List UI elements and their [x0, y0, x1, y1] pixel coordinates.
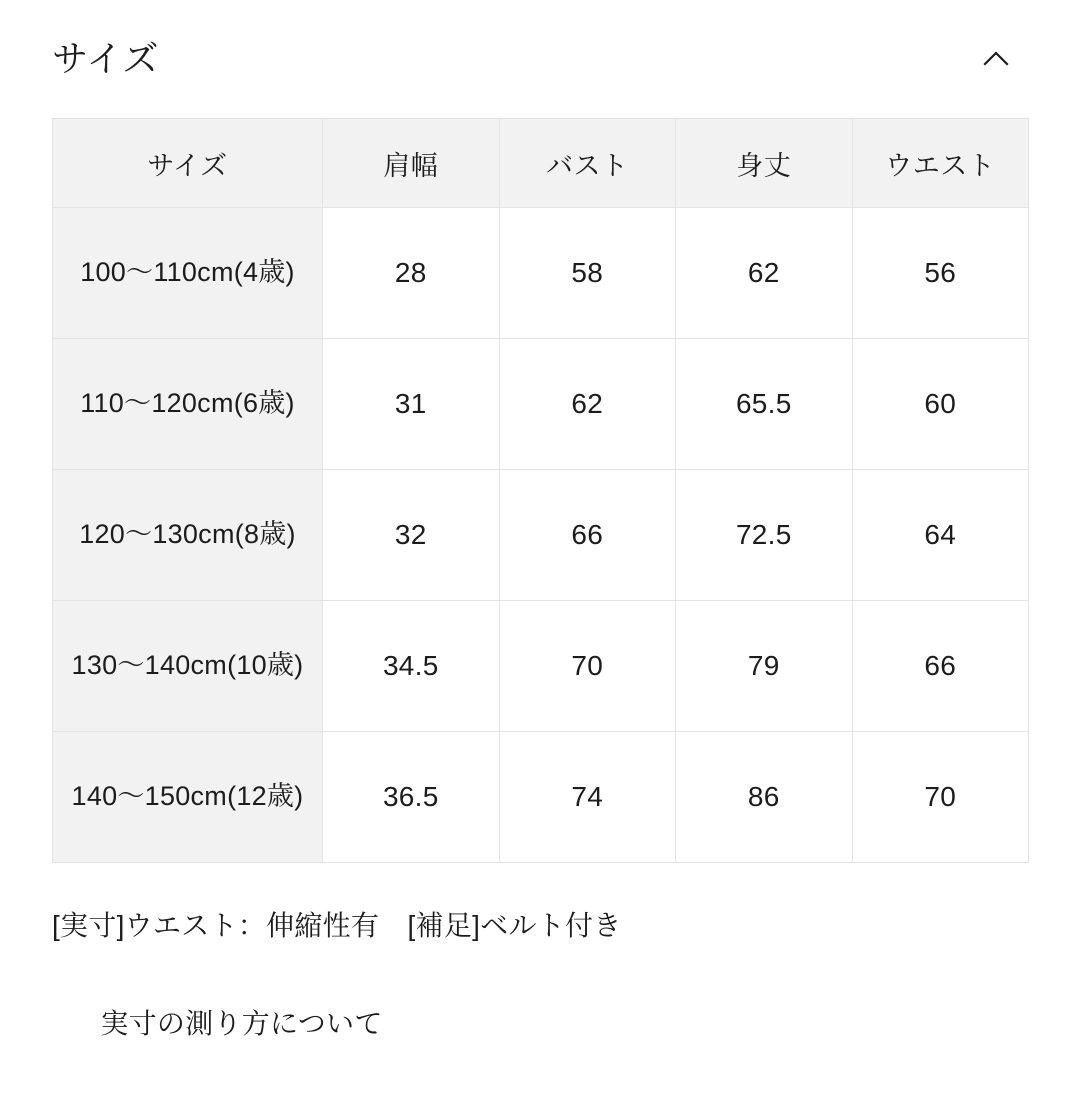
cell-shoulder: 31 [323, 339, 500, 470]
cell-bust: 74 [499, 732, 676, 863]
cell-waist: 66 [852, 601, 1029, 732]
table-row [53, 732, 1029, 863]
row-label: 110〜120cm(6歳) [53, 339, 323, 470]
section-header [52, 0, 1028, 118]
cell-waist: 60 [852, 339, 1029, 470]
row-label: 120〜130cm(8歳) [53, 470, 323, 601]
column-header-length: 身丈 [676, 119, 853, 208]
cell-length: 72.5 [676, 470, 853, 601]
table-row [53, 208, 1029, 339]
row-label: 130〜140cm(10歳) [53, 601, 323, 732]
cell-bust: 70 [499, 601, 676, 732]
cell-waist: 70 [852, 732, 1029, 863]
cell-length: 86 [676, 732, 853, 863]
cell-bust: 62 [499, 339, 676, 470]
column-header-shoulder: 肩幅 [323, 119, 500, 208]
cell-waist: 64 [852, 470, 1029, 601]
table-header-row [53, 119, 1029, 208]
cell-length: 79 [676, 601, 853, 732]
cell-waist: 56 [852, 208, 1029, 339]
cell-length: 65.5 [676, 339, 853, 470]
column-header-waist: ウエスト [852, 119, 1029, 208]
cell-shoulder: 34.5 [323, 601, 500, 732]
table-row [53, 601, 1029, 732]
column-header-bust: バスト [499, 119, 676, 208]
cell-length: 62 [676, 208, 853, 339]
measurement-note: [実寸]ウエスト：伸縮性有 [補足]ベルト付き [52, 910, 622, 941]
measurement-guide-link[interactable]: 実寸の測り方について [100, 1008, 383, 1039]
collapse-toggle-button[interactable] [968, 31, 1024, 87]
measurement-guide-row [52, 950, 1028, 1097]
cell-shoulder: 32 [323, 470, 500, 601]
row-label: 100〜110cm(4歳) [53, 208, 323, 339]
table-row [53, 470, 1029, 601]
page-title: サイズ [52, 38, 160, 80]
cell-bust: 58 [499, 208, 676, 339]
chevron-up-icon [981, 44, 1011, 74]
cell-shoulder: 36.5 [323, 732, 500, 863]
size-notes [52, 901, 1028, 1097]
size-table [52, 118, 1029, 863]
cell-bust: 66 [499, 470, 676, 601]
column-header-size: サイズ [53, 119, 323, 208]
table-row [53, 339, 1029, 470]
row-label: 140〜150cm(12歳) [53, 732, 323, 863]
cell-shoulder: 28 [323, 208, 500, 339]
